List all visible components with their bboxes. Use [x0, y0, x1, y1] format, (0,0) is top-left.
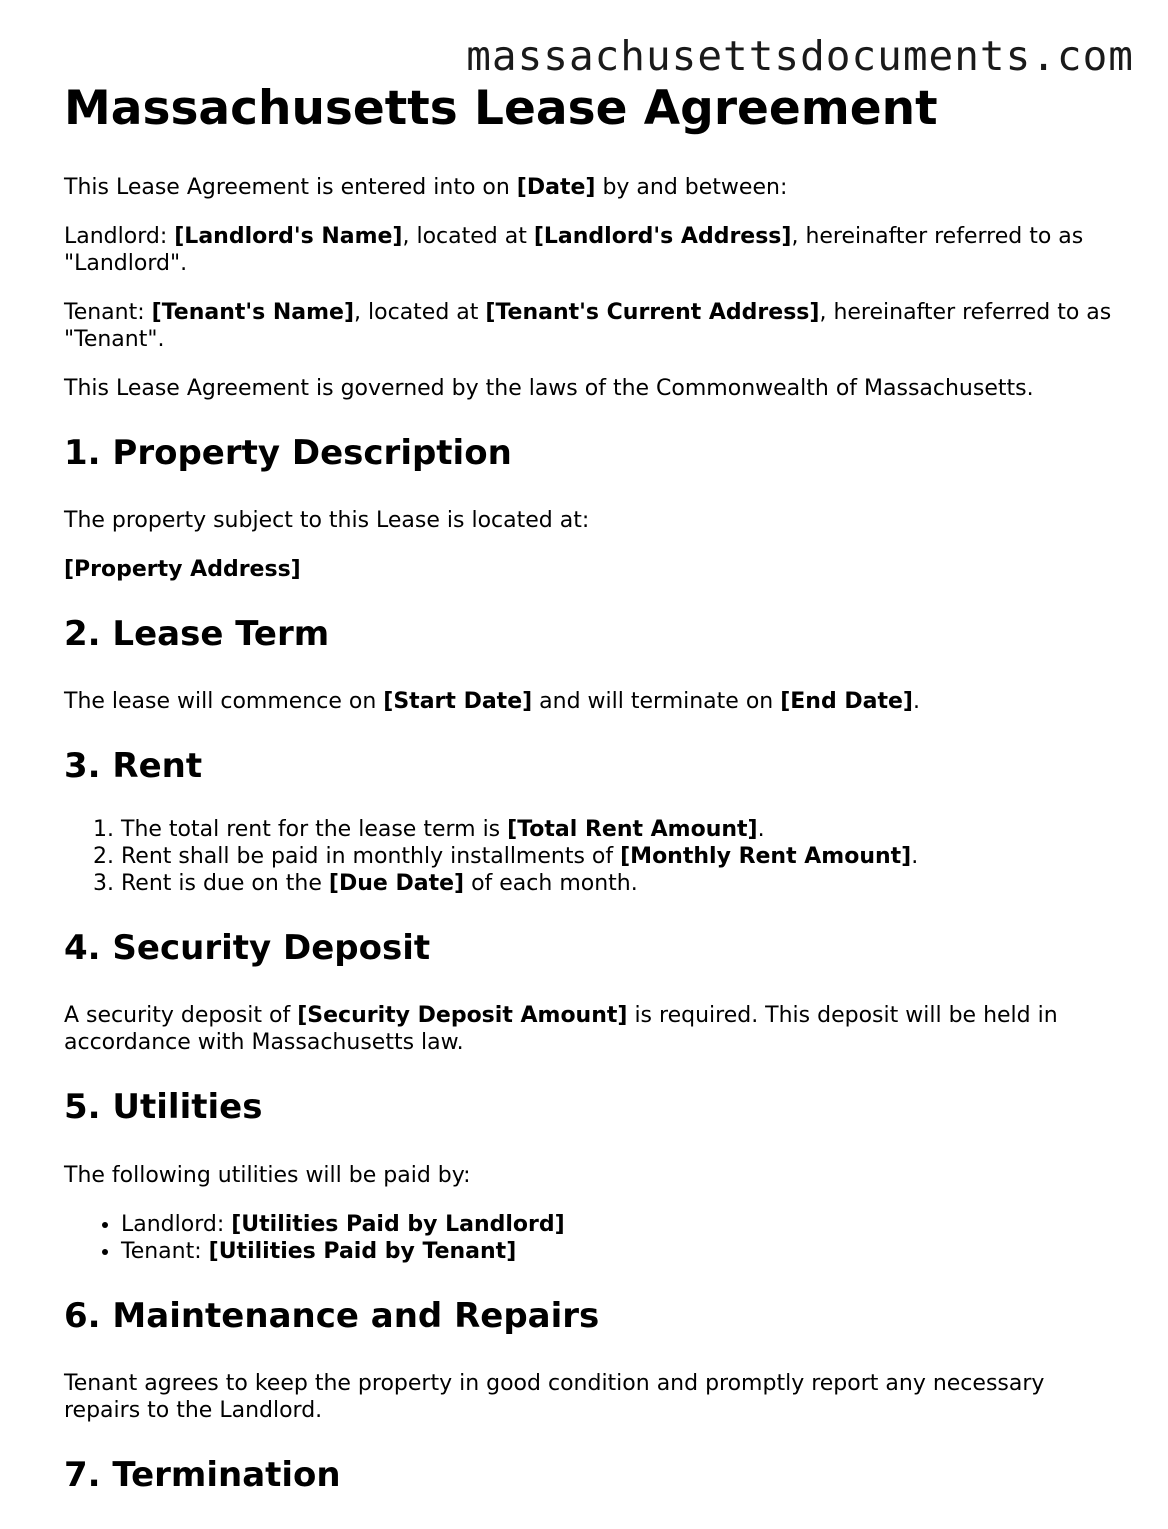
property-text: The property subject to this Lease is located at: — [64, 508, 590, 534]
section-heading-property: 1. Property Description — [64, 433, 512, 474]
utilities-list — [64, 1211, 1124, 1265]
utilities-text: The following utilities will be paid by: — [64, 1162, 471, 1188]
document-body — [64, 82, 1124, 1529]
tenant-paragraph: Tenant: [Tenant's Name], located at [Tenant's Current Address], hereinafter referred to as "Tenant". — [64, 300, 1112, 353]
property-address-placeholder: [Property Address] — [64, 557, 301, 583]
list-item: 2. Rent shall be paid in monthly installments of [Monthly Rent Amount]. — [121, 843, 1124, 870]
landlord-name-placeholder: [Landlord's Name] — [174, 224, 403, 250]
section-heading-termination: 7. Termination — [64, 1454, 341, 1495]
start-date-placeholder: [Start Date] — [383, 689, 533, 715]
tenant-address-placeholder: [Tenant's Current Address] — [485, 300, 820, 326]
tenant-name-placeholder: [Tenant's Name] — [151, 300, 355, 326]
list-item: 3. Rent is due on the [Due Date] of each month. — [121, 870, 1124, 897]
document-title: Massachusetts Lease Agreement — [64, 81, 938, 136]
deposit-amount-placeholder: [Security Deposit Amount] — [297, 1003, 628, 1029]
rent-list — [64, 816, 1124, 897]
intro-paragraph: This Lease Agreement is entered into on [Date] by and between: — [64, 175, 788, 201]
landlord-paragraph: Landlord: [Landlord's Name], located at [Landlord's Address], hereinafter referred to as "Landlord". — [64, 224, 1084, 277]
landlord-address-placeholder: [Landlord's Address] — [533, 224, 792, 250]
section-heading-maintenance: 6. Maintenance and Repairs — [64, 1295, 600, 1336]
date-placeholder: [Date] — [516, 175, 596, 201]
end-date-placeholder: [End Date] — [780, 689, 913, 715]
section-heading-utilities: 5. Utilities — [64, 1087, 263, 1128]
section-heading-term: 2. Lease Term — [64, 614, 330, 655]
list-item: • Landlord: [Utilities Paid by Landlord] — [121, 1211, 1124, 1238]
list-item: • Tenant: [Utilities Paid by Tenant] — [121, 1238, 1124, 1265]
section-heading-deposit: 4. Security Deposit — [64, 928, 431, 969]
deposit-paragraph: A security deposit of [Security Deposit Amount] is required. This deposit will be held in accordance with Massachusetts law. — [64, 1003, 1058, 1056]
term-paragraph: The lease will commence on [Start Date] and will terminate on [End Date]. — [64, 689, 920, 715]
governing-law-paragraph: This Lease Agreement is governed by the laws of the Commonwealth of Massachusetts. — [64, 376, 1034, 402]
maintenance-text: Tenant agrees to keep the property in good condition and promptly report any necessary repairs to the Landlord. — [64, 1370, 1045, 1423]
list-item: 1. The total rent for the lease term is [Total Rent Amount]. — [121, 816, 1124, 843]
section-heading-rent: 3. Rent — [64, 746, 203, 787]
site-watermark: massachusettsdocuments.com — [466, 32, 1134, 80]
